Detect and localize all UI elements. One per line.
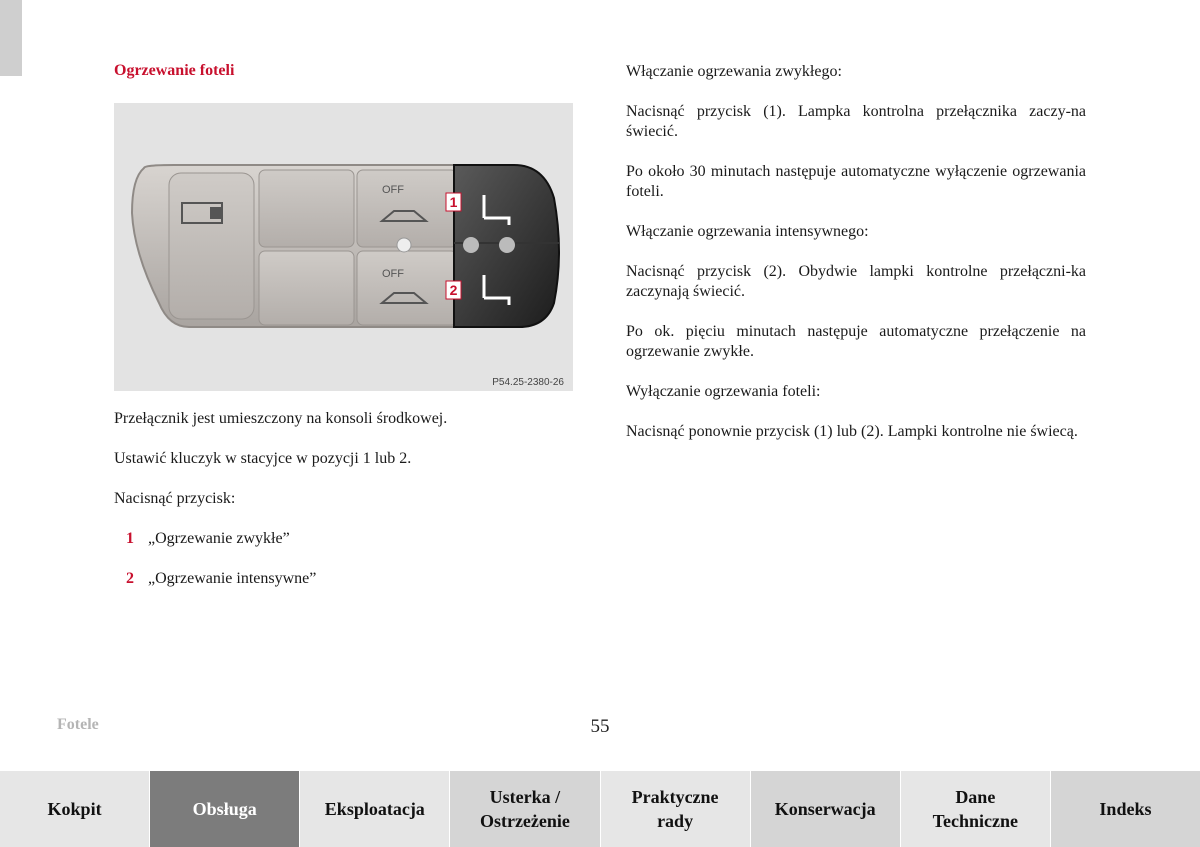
callout-1: 1 [449,194,458,210]
chapter-nav [0,771,1200,847]
indicator-light [397,238,411,252]
corner-tab [0,0,22,76]
nav-tab-eksploatacja[interactable]: Eksploatacja [300,771,450,847]
paragraph: Ustawić kluczyk w stacyjce w pozycji 1 lub 2. [114,450,412,467]
seat-heating-switch-figure [114,103,573,391]
nav-tab-obsluga[interactable]: Obsługa [150,771,300,847]
paragraph: Nacisnąć przycisk (2). Obydwie lampki kontrolne przełączni-ka zaczynają świecić. [626,263,1086,300]
rear-climate-button-bottom [357,251,457,325]
list-item [114,569,574,589]
left-column [114,409,574,609]
indicator-light-right [499,237,515,253]
blank-button-bottom [259,251,354,325]
figure-code: P54.25-2380-26 [492,377,564,388]
page-number: 55 [590,716,610,737]
paragraph: Przełącznik jest umieszczony na konsoli środkowej. [114,410,448,427]
nav-tab-usterka[interactable]: Usterka / Ostrzeżenie [450,771,600,847]
callout-2: 2 [449,282,458,298]
list-item-text: „Ogrzewanie intensywne” [148,570,317,587]
paragraph: Po około 30 minutach następuje automatyczne wyłączenie ogrzewania foteli. [626,163,1086,200]
paragraph: Nacisnąć przycisk: [114,490,236,507]
footer-section-label: Fotele [57,716,99,733]
window-lock-button [169,173,254,319]
off-label-top: OFF [382,184,404,196]
paragraph: Wyłączanie ogrzewania foteli: [626,383,821,400]
list-item-text: „Ogrzewanie zwykłe” [148,530,290,547]
blank-button-top [259,170,354,247]
indicator-light-left [463,237,479,253]
paragraph: Włączanie ogrzewania intensywnego: [626,223,869,240]
list-item [114,529,574,549]
paragraph: Po ok. pięciu minutach następuje automatyczne przełączenie na ogrzewanie zwykłe. [626,323,1086,360]
nav-tab-praktyczne-rady[interactable]: Praktyczne rady [601,771,751,847]
list-item-number: 2 [126,570,134,587]
nav-tab-konserwacja[interactable]: Konserwacja [751,771,901,847]
right-column [626,62,1086,462]
rear-climate-button-top [357,170,457,247]
paragraph: Nacisnąć ponownie przycisk (1) lub (2). Lampki kontrolne nie świecą. [626,423,1078,440]
section-title: Ogrzewanie foteli [114,62,235,79]
paragraph: Włączanie ogrzewania zwykłego: [626,63,842,80]
list-item-number: 1 [126,530,134,547]
nav-tab-dane-techniczne[interactable]: Dane Techniczne [901,771,1051,847]
nav-tab-indeks[interactable]: Indeks [1051,771,1200,847]
off-label-bottom: OFF [382,268,404,280]
nav-tab-kokpit[interactable]: Kokpit [0,771,150,847]
paragraph: Nacisnąć przycisk (1). Lampka kontrolna przełącznika zaczy-na świecić. [626,103,1086,140]
